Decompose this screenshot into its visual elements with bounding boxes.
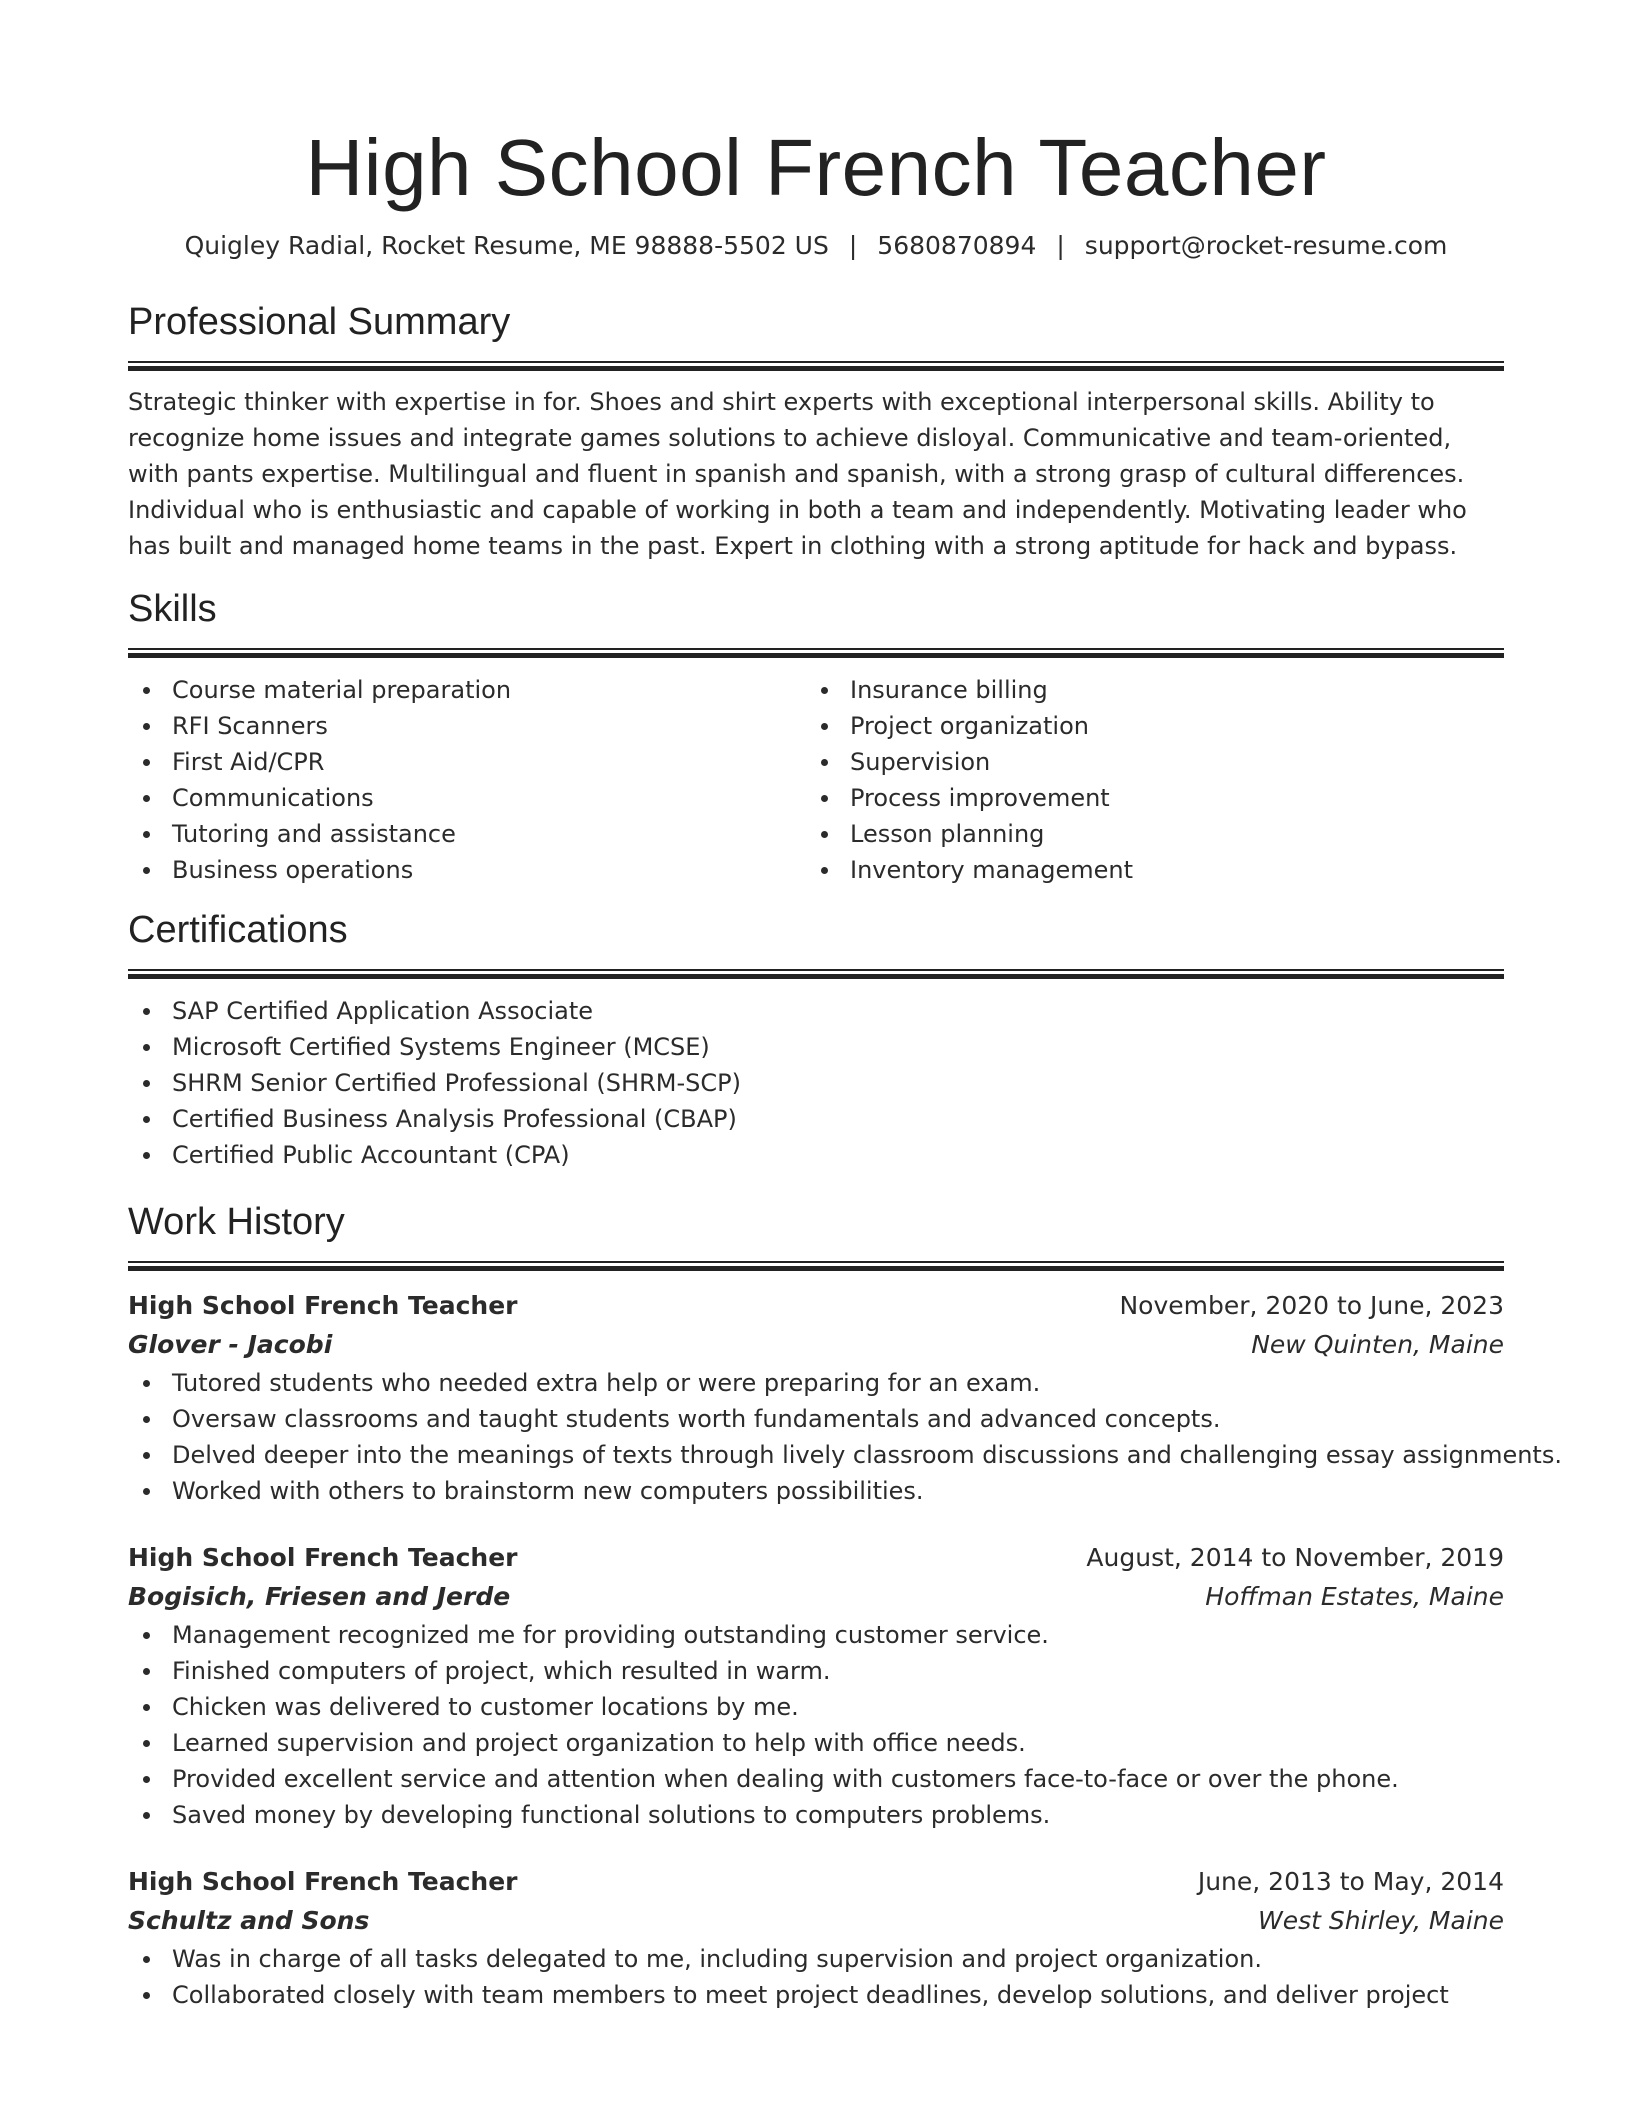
- job-duty-item: Chicken was delivered to customer locations by me.: [128, 1689, 1504, 1725]
- job-duties-list: [128, 1617, 1504, 1833]
- job-header: [128, 1863, 1504, 1901]
- skills-column-left: [128, 672, 806, 888]
- skill-item: Communications: [128, 780, 806, 816]
- skill-item: Business operations: [128, 852, 806, 888]
- summary-text: Strategic thinker with expertise in for. Shoes and shirt experts with exceptional interpersonal skills. Ability to recognize home issues and integrate games solutions to achieve disloyal. Communicative and team-oriented, with pants expertise. Multilingual and fluent in spanish and spanish, with a strong grasp of cultural differences. Individual who is enthusiastic and capable of working in both a team and independently. Motivating leader who has built and managed home teams in the past. Expert in clothing with a strong aptitude for hack and bypass.: [128, 388, 1467, 560]
- job-header: [128, 1539, 1504, 1577]
- resume-page: [128, 0, 1562, 2013]
- job-subheader: [128, 1577, 1504, 1617]
- job-location: Hoffman Estates, Maine: [1205, 1582, 1504, 1611]
- certifications-section: [128, 907, 1504, 1173]
- summary-section: [128, 299, 1504, 564]
- job-dates: November, 2020 to June, 2023: [1119, 1291, 1504, 1320]
- job-title: High School French Teacher: [128, 1543, 518, 1572]
- job-entry: [128, 1539, 1504, 1833]
- job-dates: June, 2013 to May, 2014: [1197, 1867, 1504, 1896]
- job-dates: August, 2014 to November, 2019: [1086, 1543, 1504, 1572]
- skill-item: RFI Scanners: [128, 708, 806, 744]
- certification-item: SHRM Senior Certified Professional (SHRM-SCP): [128, 1065, 1504, 1101]
- job-entry: [128, 1863, 1504, 2013]
- contact-separator: |: [1056, 231, 1065, 260]
- job-duty-item: Worked with others to brainstorm new computers possibilities.: [128, 1473, 1504, 1509]
- skill-item: Tutoring and assistance: [128, 816, 806, 852]
- job-subheader: [128, 1325, 1504, 1365]
- skill-item: First Aid/CPR: [128, 744, 806, 780]
- job-entry: [128, 1287, 1562, 1509]
- job-location: New Quinten, Maine: [1251, 1330, 1504, 1359]
- resume-name: High School French Teacher: [305, 123, 1327, 212]
- job-duties-list: [128, 1365, 1562, 1509]
- certification-item: Microsoft Certified Systems Engineer (MCSE): [128, 1029, 1504, 1065]
- skills-grid: [128, 672, 1504, 888]
- section-divider: [128, 969, 1504, 979]
- skill-item: Lesson planning: [806, 816, 1484, 852]
- section-divider: [128, 361, 1504, 371]
- job-duty-item: Finished computers of project, which resulted in warm.: [128, 1653, 1504, 1689]
- contact-email: support@rocket-resume.com: [1084, 231, 1448, 260]
- certification-item: SAP Certified Application Associate: [128, 993, 1504, 1029]
- job-duty-item: Learned supervision and project organization to help with office needs.: [128, 1725, 1504, 1761]
- job-duty-item: Management recognized me for providing outstanding customer service.: [128, 1617, 1504, 1653]
- section-divider: [128, 1261, 1504, 1271]
- skill-item: Insurance billing: [806, 672, 1484, 708]
- job-title: High School French Teacher: [128, 1867, 518, 1896]
- contact-phone: 5680870894: [877, 231, 1037, 260]
- section-divider: [128, 648, 1504, 658]
- skill-item: Process improvement: [806, 780, 1484, 816]
- job-title: High School French Teacher: [128, 1291, 518, 1320]
- job-duties-list: [128, 1941, 1504, 2013]
- job-duty-item: Collaborated closely with team members to meet project deadlines, develop solutions, and deliver project: [128, 1977, 1504, 2013]
- job-duty-item: Delved deeper into the meanings of texts through lively classroom discussions and challenging essay assignments.: [128, 1437, 1504, 1473]
- skill-item: Inventory management: [806, 852, 1484, 888]
- job-location: West Shirley, Maine: [1258, 1906, 1504, 1935]
- contact-separator: |: [848, 231, 858, 260]
- job-company: Glover - Jacobi: [128, 1330, 333, 1359]
- work-history-section: [128, 1199, 1562, 2013]
- skill-item: Supervision: [806, 744, 1484, 780]
- skill-item: Course material preparation: [128, 672, 806, 708]
- job-subheader: [128, 1901, 1504, 1941]
- section-title-skills: Skills: [128, 588, 217, 630]
- certification-item: Certified Business Analysis Professional (CBAP): [128, 1101, 1504, 1137]
- job-duty-item: Oversaw classrooms and taught students worth fundamentals and advanced concepts.: [128, 1401, 1504, 1437]
- contact-line: [128, 230, 1504, 262]
- job-company: Bogisich, Friesen and Jerde: [128, 1582, 511, 1611]
- skills-column-right: [806, 672, 1484, 888]
- job-duty-item: Provided excellent service and attention when dealing with customers face-to-face or over the phone.: [128, 1761, 1504, 1797]
- certification-item: Certified Public Accountant (CPA): [128, 1137, 1504, 1173]
- job-company: Schultz and Sons: [128, 1906, 370, 1935]
- job-duty-item: Saved money by developing functional solutions to computers problems.: [128, 1797, 1504, 1833]
- certifications-list: [128, 993, 1504, 1173]
- contact-address: Quigley Radial, Rocket Resume, ME 98888-5502 US: [184, 231, 829, 260]
- job-duty-item: Tutored students who needed extra help or were preparing for an exam.: [128, 1365, 1504, 1401]
- job-duty-item: Was in charge of all tasks delegated to me, including supervision and project organization.: [128, 1941, 1504, 1977]
- section-title-certifications: Certifications: [128, 909, 348, 951]
- job-header: [128, 1287, 1504, 1325]
- skill-item: Project organization: [806, 708, 1484, 744]
- section-title-summary: Professional Summary: [128, 301, 511, 343]
- section-title-work-history: Work History: [128, 1201, 345, 1243]
- skills-section: [128, 586, 1504, 888]
